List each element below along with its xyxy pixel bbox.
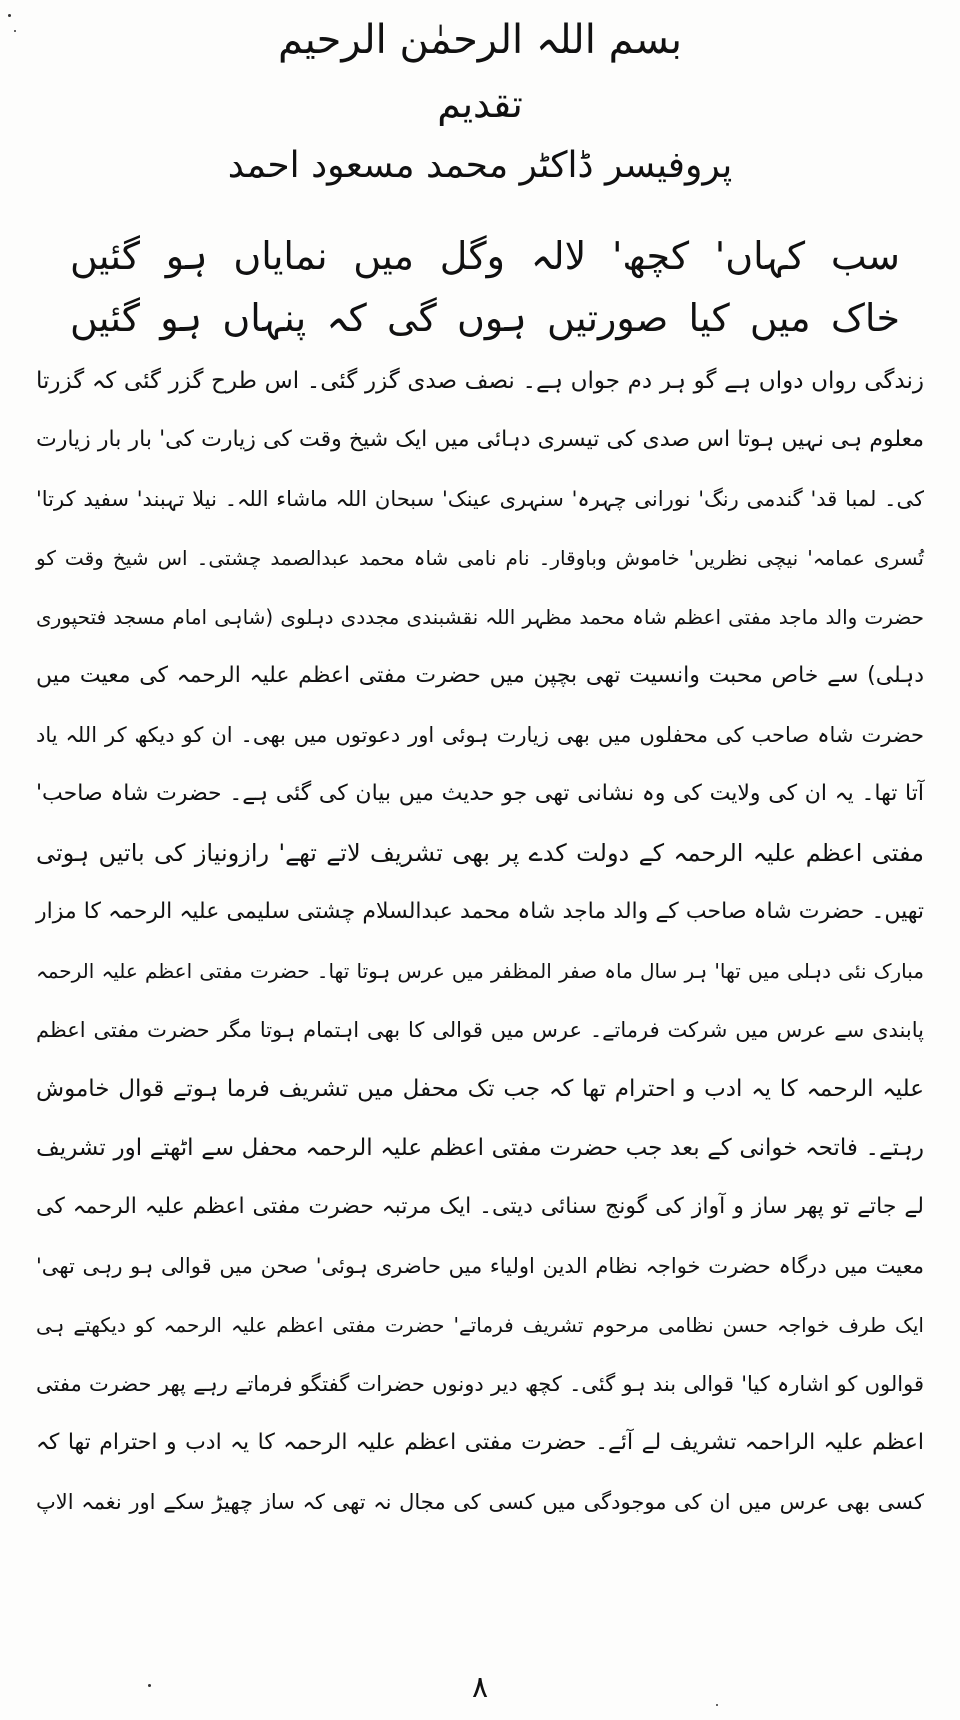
body-line: تُسری عمامہ' نیچی نظریں' خاموش وباوقار۔ نام نامی شاہ محمد عبدالصمد چشتی۔ اس شیخ وقت کو <box>36 546 924 570</box>
body-line: آتا تھا۔ یہ ان کی ولایت کی وہ نشانی تھی جو حدیث میں بیان کی گئی ہے۔ حضرت شاہ صاحب' <box>36 781 924 806</box>
body-line: معلوم ہی نہیں ہوتا اس صدی کی تیسری دہائی میں ایک شیخ وقت کی زیارت کی' بار بار زیارت <box>36 427 924 452</box>
author-name: پروفیسر ڈاکٹر محمد مسعود احمد <box>227 145 733 186</box>
body-line: علیہ الرحمہ کا یہ ادب و احترام تھا کہ جب تک محفل میں تشریف فرما ہوتے قوال خاموش <box>36 1076 924 1102</box>
body-line: تھیں۔ حضرت شاہ صاحب کے والد ماجد شاہ محمد عبدالسلام چشتی سلیمی علیہ الرحمہ کا مزار <box>36 899 924 924</box>
body-line: لے جاتے تو پھر ساز و آواز کی گونج سنائی دیتی۔ ایک مرتبہ حضرت مفتی اعظم علیہ الرحمہ کی <box>36 1194 924 1219</box>
body-line: کی۔ لمبا قد' گندمی رنگ' نورانی چہرہ' سنہری عینک' سبحان اللہ ماشاء اللہ۔ نیلا تہبند' سفید کرتا' <box>36 487 924 511</box>
body-line: حضرت والد ماجد مفتی اعظم شاہ محمد مظہر اللہ نقشبندی مجددی دہلوی (شاہی امام مسجد فتحپوری <box>36 605 924 629</box>
verse-line-2: خاک میں کیا صورتیں ہوں گی کہ پنہاں ہو گئیں <box>70 296 900 340</box>
body-line: مبارک نئی دہلی میں تھا' ہر سال ماہ صفر المظفر میں عرس ہوتا تھا۔ حضرت مفتی اعظم علیہ الرحمہ <box>36 959 924 983</box>
body-line: معیت میں درگاہ حضرت خواجہ نظام الدین اولیاء میں حاضری ہوئی' صحن میں قوالی ہو رہی تھی' <box>36 1254 924 1278</box>
body-line: دہلی) سے خاص محبت وانسیت تھی بچپن میں حضرت مفتی اعظم علیہ الرحمہ کی معیت میں <box>36 663 924 688</box>
body-line: قوالوں کو اشارہ کیا' قوالی بند ہو گئی۔ کچھ دیر دونوں حضرات گفتگو فرماتے رہے پھر حضرت مفتی <box>36 1372 924 1396</box>
chapter-title: تقدیم <box>437 82 523 126</box>
body-line: رہتے۔ فاتحہ خوانی کے بعد جب حضرت مفتی اعظم علیہ الرحمہ محفل سے اٹھتے اور تشریف <box>36 1135 925 1161</box>
verse-line-1: سب کہاں' کچھ' لالہ وگل میں نمایاں ہو گئیں <box>70 234 900 278</box>
body-line: حضرت شاہ صاحب کی محفلوں میں بھی زیارت ہوئی اور دعوتوں میں بھی۔ ان کو دیکھ کر اللہ یاد <box>36 723 924 747</box>
body-line: ایک طرف خواجہ حسن نظامی مرحوم تشریف فرماتے' حضرت مفتی اعظم علیہ الرحمہ کو دیکھتے ہی <box>36 1313 924 1337</box>
body-line: پابندی سے عرس میں شرکت فرماتے۔ عرس میں قوالی کا بھی اہتمام ہوتا مگر حضرت مفتی اعظم <box>36 1018 924 1042</box>
body-line: کسی بھی عرس میں ان کی موجودگی میں کسی کی مجال نہ تھی کہ ساز چھیڑ سکے اور نغمہ الاپ <box>36 1490 924 1514</box>
body-line: مفتی اعظم علیہ الرحمہ کے دولت کدے پر بھی تشریف لاتے تھے' رازونیاز کی باتیں ہوتی <box>36 839 924 867</box>
body-line: اعظم علیہ الراحمہ تشریف لے آئے۔ حضرت مفتی اعظم علیہ الرحمہ کا یہ ادب و احترام تھا کہ <box>36 1430 924 1455</box>
page-number: ۸ <box>471 1670 489 1705</box>
body-line: زندگی رواں دواں ہے گو ہر دم جواں ہے۔ نصف صدی گزر گئی۔ اس طرح گزر گئی کہ گزرتا <box>36 368 924 394</box>
bismillah-heading: بسم اللہ الرحمٰن الرحیم <box>277 17 683 63</box>
